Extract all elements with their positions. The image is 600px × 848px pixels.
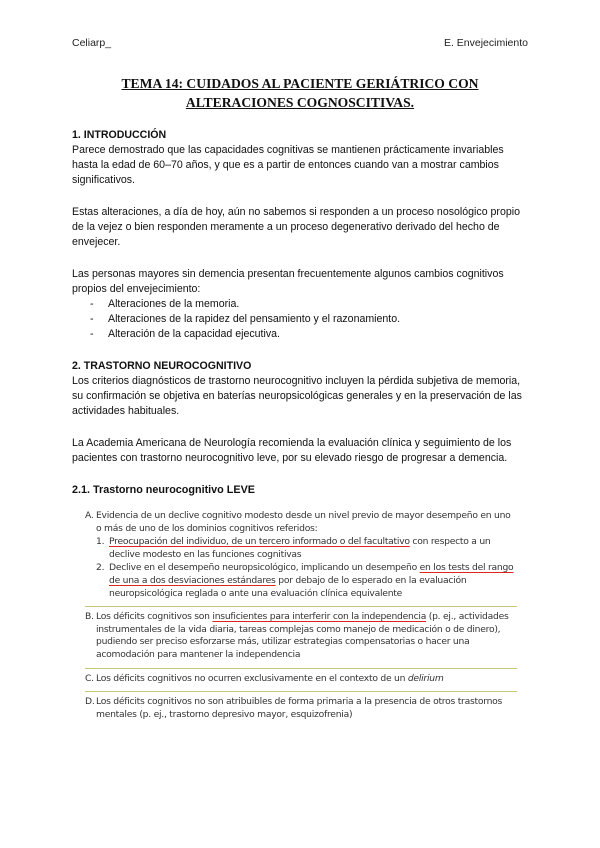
- section-2-paragraph-2: La Academia Americana de Neurología recomienda la evaluación clínica y seguimiento de los pacientes con trastorno neurocognitivo leve, por su elevado riesgo de progresar a demencia.: [72, 437, 512, 464]
- title-line-1: TEMA 14: CUIDADOS AL PACIENTE GERIÁTRICO CON: [121, 76, 479, 91]
- section-1-paragraph-1: Parece demostrado que las capacidades cognitivas se mantienen prácticamente invariables hasta la edad de 60–70 años, y que es a partir de entonces cuando van a mostrar cambios significativos.: [72, 144, 504, 186]
- header-left: Celiarp_: [72, 37, 112, 49]
- criterion-letter: A.: [85, 510, 94, 521]
- annotation-underline: en los tests del rango de una a dos desviaciones estándares: [109, 562, 514, 586]
- section-1-paragraph-3: Las personas mayores sin demencia presentan frecuentemente algunos cambios cognitivos propios del envejecimiento:: [72, 268, 504, 295]
- section-1-heading: 1. INTRODUCCIÓN: [72, 129, 167, 141]
- criterion-a-item-2: 2. Declive en el desempeño neuropsicológico, implicando un desempeño en los tests del rango de una a dos desviaciones estándares por debajo de lo esperado en la evaluación neuropsicológica reglada o ante una evaluación clínica equivalente: [96, 562, 514, 599]
- criterion-b: B. Los déficits cognitivos son insuficientes para interferir con la independencia (p. ej., actividades instrumentales de la vida diaria, tareas complejas como manejo de medicación o de dinero), pudiendo ser preciso esforzarse más, utilizar estrategias compensatorias o hacer una acomodación para mantener la independencia: [85, 607, 517, 668]
- section-2-paragraph-1: Los criterios diagnósticos de trastorno neurocognitivo incluyen la pérdida subjetiva de memoria, su confirmación se objetiva en baterías neuropsicológicas generales y en la preservación de las actividades habituales.: [72, 375, 522, 417]
- section-1-paragraph-2: Estas alteraciones, a día de hoy, aún no sabemos si responden a un proceso nosológico propio de la vejez o bien responden meramente a un proceso degenerativo derivado del hecho de envejecer.: [72, 206, 520, 248]
- criterion-a: [85, 506, 517, 607]
- list-item: - Alteración de la capacidad ejecutiva.: [90, 327, 530, 342]
- header-right: E. Envejecimiento: [443, 37, 528, 49]
- annotation-underline: Preocupación del individuo, de un tercero informado o del facultativo: [109, 536, 410, 548]
- section-2-heading: 2. TRASTORNO NEUROCOGNITIVO: [72, 360, 252, 372]
- aging-changes-list: [72, 297, 530, 342]
- criterion-a-item-1: 1. Preocupación del individuo, de un tercero informado o del facultativo con respecto a un declive modesto en las funciones cognitivas: [96, 536, 491, 560]
- document-body: [72, 128, 530, 498]
- page-title: [72, 74, 528, 112]
- criterion-c: C. Los déficits cognitivos no ocurren exclusivamente en el contexto de un delirium: [85, 669, 517, 693]
- list-item: - Alteraciones de la memoria.: [90, 297, 530, 312]
- list-item: - Alteraciones de la rapidez del pensamiento y el razonamiento.: [90, 312, 530, 327]
- annotation-underline: insuficientes para interferir con la independencia: [212, 611, 427, 623]
- subsection-heading: 2.1. Trastorno neurocognitivo LEVE: [72, 484, 255, 496]
- diagnostic-criteria-figure: [85, 506, 517, 727]
- criterion-d: D. Los déficits cognitivos no son atribuibles de forma primaria a la presencia de otros trastornos mentales (p. ej., trastorno depresivo mayor, esquizofrenia): [85, 696, 503, 720]
- title-line-2: ALTERACIONES COGNOSCITIVAS.: [185, 95, 415, 110]
- criterion-a-text: Evidencia de un declive cognitivo modesto desde un nivel previo de mayor desempeño en uno o más de uno de los dominios cognitivos referidos:: [96, 510, 511, 534]
